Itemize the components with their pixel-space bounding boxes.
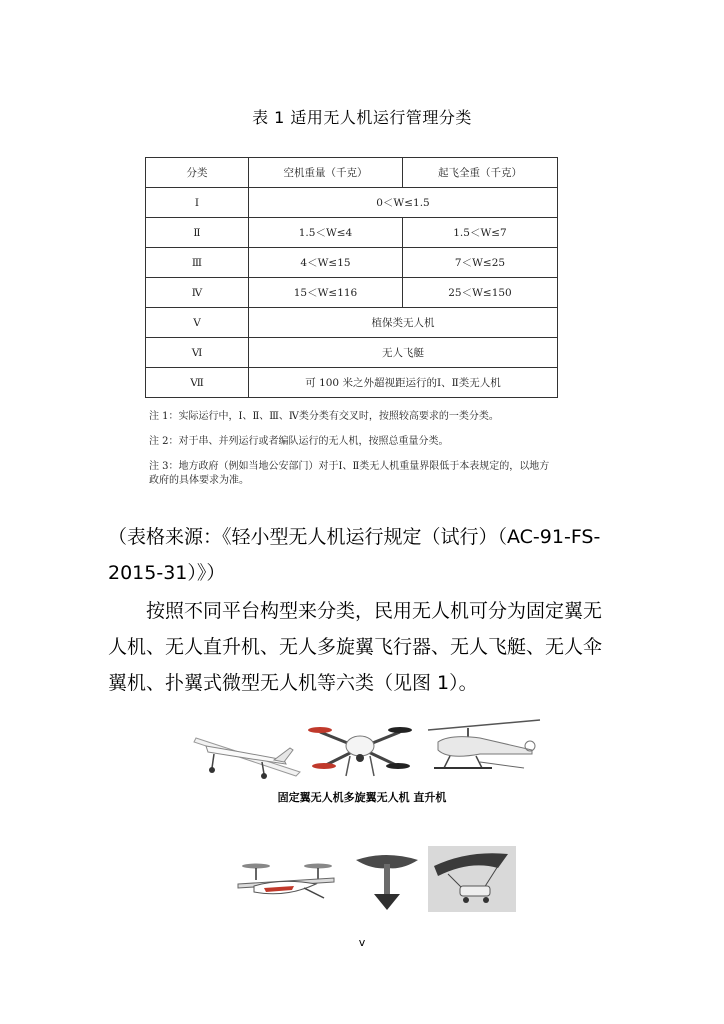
note-2: 注 2：对于串、并列运行或者编队运行的无人机，按照总重量分类。 (149, 436, 449, 447)
class-cell: Ⅴ (146, 308, 249, 338)
class-cell: Ⅶ (146, 368, 249, 398)
flapping-wing-drone-image (352, 848, 422, 914)
takeoff-weight-cell: 7＜W≤25 (403, 248, 558, 278)
classification-paragraph: 按照不同平台构型来分类，民用无人机可分为固定翼无人机、无人直升机、无人多旋翼飞行器、无人飞艇、无人伞翼机、扑翼式微型无人机等六类（见图 1）。 (108, 600, 603, 694)
table-notes (149, 410, 559, 488)
table-row (146, 368, 558, 398)
classification-table (145, 157, 558, 398)
table-source: （表格来源：《轻小型无人机运行规定（试行）（AC-91-FS-2015-31）》） (108, 526, 601, 584)
figure-caption: 固定翼无人机多旋翼无人机 直升机 (277, 791, 447, 804)
multirotor-drone-image (306, 718, 414, 780)
takeoff-weight-cell: 1.5＜W≤7 (403, 218, 558, 248)
merged-cell: 无人飞艇 (249, 338, 558, 368)
class-cell: Ⅰ (146, 188, 249, 218)
header-takeoff-weight: 起飞全重（千克） (403, 158, 558, 188)
fixed-wing-drone-image (192, 722, 302, 782)
table-row (146, 308, 558, 338)
takeoff-weight-cell: 25＜W≤150 (403, 278, 558, 308)
table-row (146, 278, 558, 308)
class-cell: Ⅵ (146, 338, 249, 368)
header-empty-weight: 空机重量（千克） (249, 158, 403, 188)
note-1: 注 1：实际运行中，Ⅰ、Ⅱ、Ⅲ、Ⅳ类分类有交叉时，按照较高要求的一类分类。 (149, 411, 499, 422)
note-3: 注 3：地方政府（例如当地公安部门）对于Ⅰ、Ⅱ类无人机重量界限低于本表规定的，以地方政府的具体要求为准。 (149, 461, 550, 486)
parawing-drone-image (428, 846, 516, 912)
table-header-row (146, 158, 558, 188)
empty-weight-cell: 1.5＜W≤4 (249, 218, 403, 248)
merged-cell: 0＜W≤1.5 (249, 188, 558, 218)
merged-cell: 可 100 米之外超视距运行的Ⅰ、Ⅱ类无人机 (249, 368, 558, 398)
table-row (146, 248, 558, 278)
vtol-drone-image (234, 858, 338, 906)
merged-cell: 植保类无人机 (249, 308, 558, 338)
class-cell: Ⅳ (146, 278, 249, 308)
table-caption: 表 1 适用无人机运行管理分类 (252, 108, 472, 127)
class-cell: Ⅲ (146, 248, 249, 278)
empty-weight-cell: 4＜W≤15 (249, 248, 403, 278)
header-class: 分类 (146, 158, 249, 188)
page-number: v (358, 936, 366, 949)
class-cell: Ⅱ (146, 218, 249, 248)
table-row (146, 338, 558, 368)
table-row (146, 218, 558, 248)
helicopter-drone-image (420, 716, 542, 778)
table-row (146, 188, 558, 218)
empty-weight-cell: 15＜W≤116 (249, 278, 403, 308)
